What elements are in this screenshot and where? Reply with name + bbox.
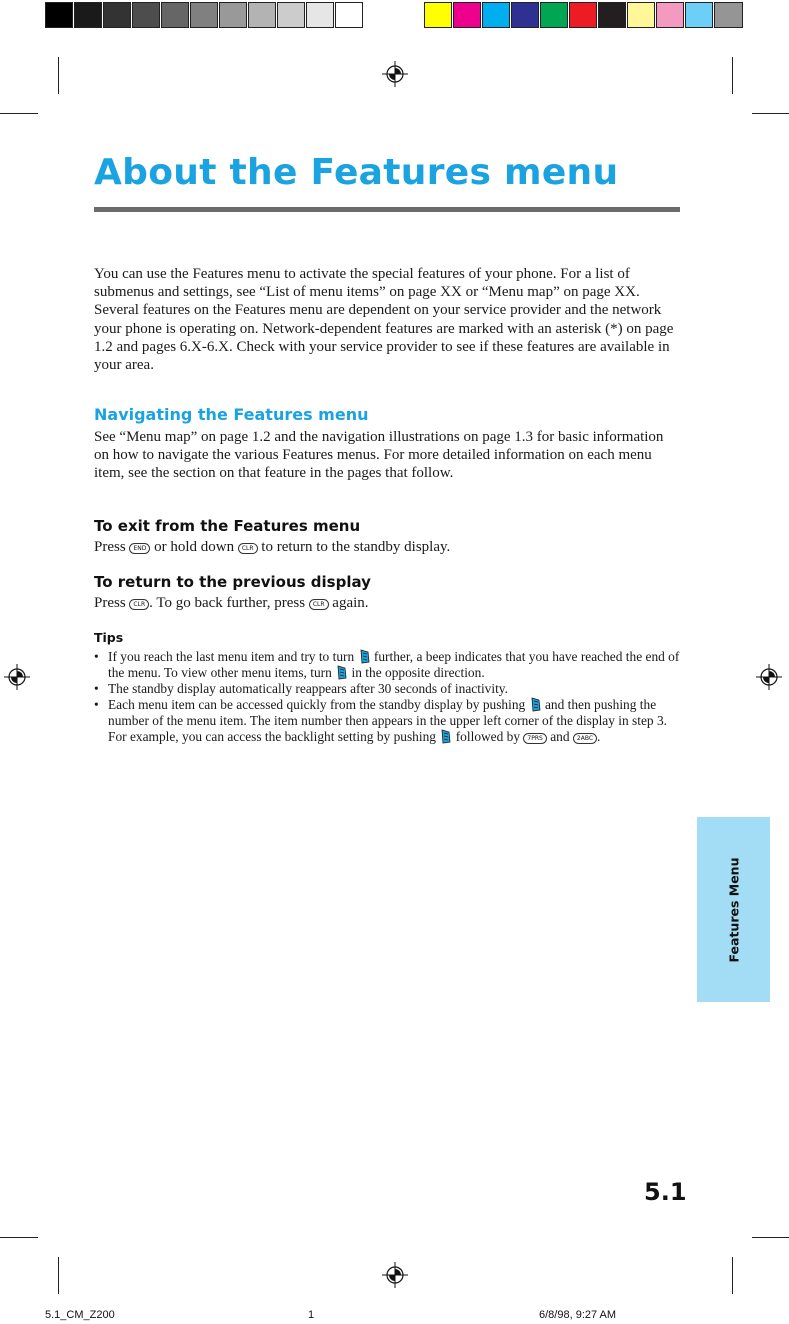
- gray-swatch: [190, 2, 218, 28]
- return-section-text: [94, 594, 680, 612]
- text-fragment: .: [597, 729, 601, 745]
- navigation-key-icon: [335, 665, 348, 680]
- text-fragment: Each menu item can be accessed quickly from the standby display by pushing: [108, 697, 526, 713]
- list-item: [94, 697, 682, 745]
- tips-heading: Tips: [94, 630, 124, 645]
- color-swatch: [598, 2, 626, 28]
- gray-swatch: [161, 2, 189, 28]
- color-swatch: [714, 2, 743, 28]
- text-fragment: and: [550, 729, 570, 745]
- text-fragment: If you reach the last menu item and try to turn: [108, 649, 355, 664]
- navigation-key-icon: [439, 729, 452, 744]
- color-swatch: [482, 2, 510, 28]
- key-2-icon: 2ABC: [573, 733, 597, 744]
- footer-filename: 5.1_CM_Z200: [45, 1309, 115, 1321]
- side-tab-label: Features Menu: [726, 857, 741, 962]
- crop-mark: [732, 57, 733, 94]
- footer-timestamp: 6/8/98, 9:27 AM: [539, 1309, 617, 1321]
- registration-mark-icon: [756, 664, 782, 690]
- tips-list: [94, 649, 682, 746]
- section-side-tab: [697, 817, 770, 1002]
- crop-mark: [58, 57, 59, 94]
- crop-mark: [0, 1237, 38, 1238]
- list-item: [94, 649, 682, 681]
- text-fragment: further, a beep indicates that you have reached the end of the menu. To view other menu items, turn: [108, 649, 680, 681]
- clr-key-icon: CLR: [129, 599, 149, 610]
- nav-section-text: See “Menu map” on page 1.2 and the navigation illustrations on page 1.3 for basic information on how to navigate the various Features menus. For more detailed information on each menu item, see the section on that feature in the pages that follow.: [94, 429, 664, 482]
- nav-section-heading: Navigating the Features menu: [94, 405, 369, 424]
- text-fragment: in the opposite direction.: [351, 665, 485, 681]
- intro-paragraph: You can use the Features menu to activate the special features of your phone. For a list of submenus and settings, see “List of menu items” on page XX or “Menu map” on page XX. Several features on the Features menu are dependent on your service provider and the network your phone is operating on. Network-dependent features are marked with an asterisk (*) on page 1.2 and pages 6.X-6.X. Check with your service provider to see if these features are available in your area.: [94, 266, 674, 374]
- gray-swatch: [132, 2, 160, 28]
- crop-mark: [732, 1257, 733, 1294]
- clr-key-icon: CLR: [309, 599, 329, 610]
- text-fragment: The standby display automatically reappears after 30 seconds of inactivity.: [108, 681, 508, 697]
- color-swatch: [453, 2, 481, 28]
- text-fragment: or hold down: [154, 539, 235, 555]
- end-key-icon: END: [129, 543, 150, 554]
- registration-mark-icon: [382, 61, 408, 87]
- gray-swatch: [277, 2, 305, 28]
- gray-swatch: [306, 2, 334, 28]
- crop-mark: [58, 1257, 59, 1294]
- color-swatch: [656, 2, 684, 28]
- text-fragment: and then pushing the number of the menu item. The item number then appears in the upper left corner of the display in step 3. For example, you can access the backlight setting by pushing: [108, 697, 668, 745]
- text-fragment: followed by: [455, 729, 521, 745]
- color-swatch: [569, 2, 597, 28]
- list-item: [94, 681, 682, 697]
- clr-key-icon: CLR: [238, 543, 258, 554]
- exit-section-heading: To exit from the Features menu: [94, 517, 361, 535]
- color-swatch: [424, 2, 452, 28]
- navigation-key-icon: [529, 697, 542, 712]
- color-swatch: [685, 2, 713, 28]
- color-swatch: [511, 2, 539, 28]
- footer-sheet: 1: [308, 1309, 315, 1321]
- page-number: 5.1: [644, 1178, 687, 1206]
- text-fragment: Press: [94, 539, 126, 555]
- exit-section-text: [94, 538, 680, 556]
- title-rule: [94, 207, 680, 212]
- gray-swatch: [219, 2, 247, 28]
- text-fragment: again.: [332, 595, 369, 611]
- page-title: About the Features menu: [94, 152, 619, 193]
- gray-swatch: [103, 2, 131, 28]
- registration-mark-icon: [382, 1262, 408, 1288]
- crop-mark: [752, 113, 789, 114]
- gray-swatch: [335, 2, 363, 28]
- gray-swatch: [45, 2, 73, 28]
- color-swatch: [540, 2, 568, 28]
- crop-mark: [752, 1237, 789, 1238]
- text-fragment: Press: [94, 595, 126, 611]
- text-fragment: . To go back further, press: [149, 595, 306, 611]
- key-7-icon: 7PRS: [523, 733, 546, 744]
- text-fragment: to return to the standby display.: [261, 539, 451, 555]
- gray-swatch: [74, 2, 102, 28]
- crop-mark: [0, 113, 38, 114]
- registration-mark-icon: [4, 664, 30, 690]
- color-swatch: [627, 2, 655, 28]
- gray-swatch: [248, 2, 276, 28]
- return-section-heading: To return to the previous display: [94, 573, 371, 591]
- navigation-key-icon: [358, 649, 371, 664]
